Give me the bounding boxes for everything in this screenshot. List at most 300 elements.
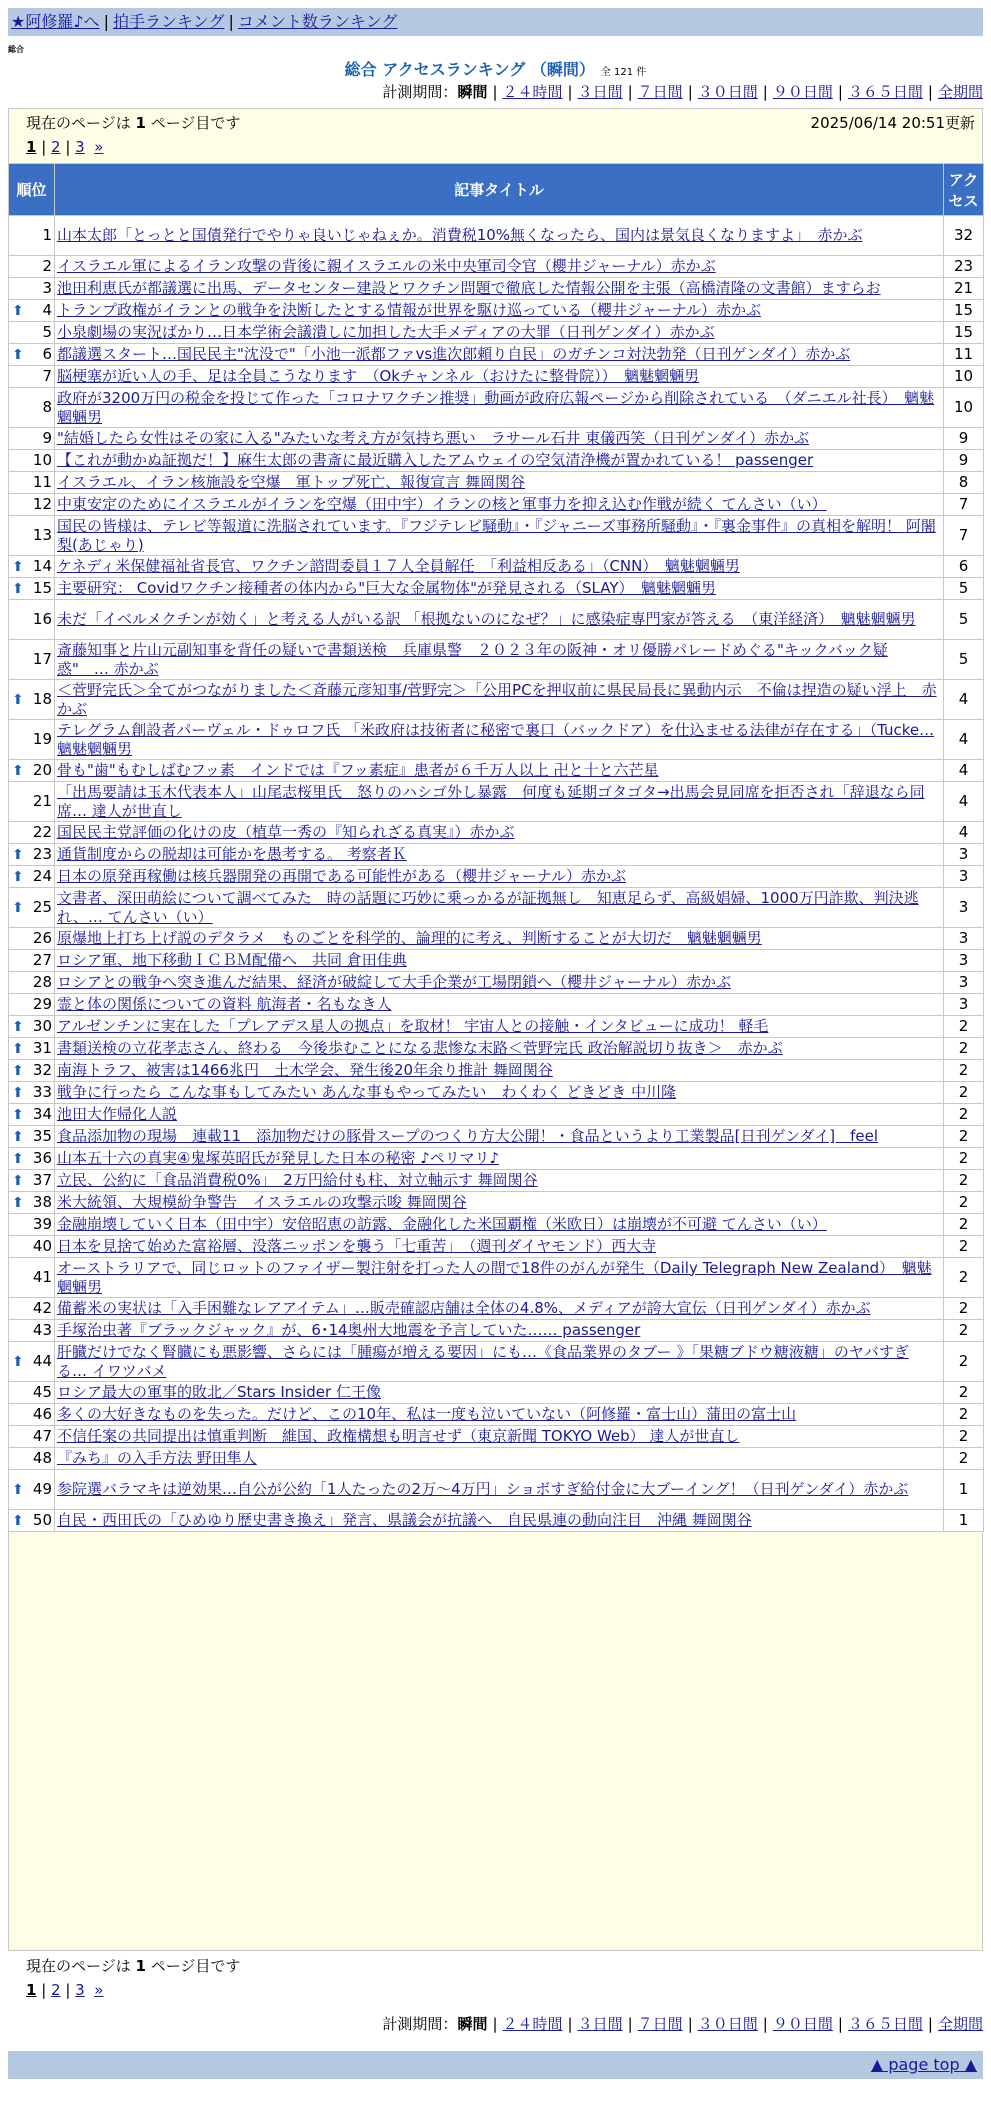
rank-cell	[9, 450, 55, 472]
title-cell	[55, 428, 944, 450]
table-row	[9, 388, 984, 428]
rank-cell	[9, 1016, 55, 1038]
period-7d-link[interactable]: ７日間	[637, 2015, 683, 2033]
rank-cell	[9, 1104, 55, 1126]
rank-number: 49	[32, 1480, 52, 1498]
rank-cell	[9, 1426, 55, 1448]
rank-number: 13	[32, 526, 52, 544]
access-count: 10	[944, 388, 984, 428]
rank-cell	[9, 844, 55, 866]
rank-number: 15	[32, 579, 52, 597]
access-count: 10	[944, 366, 984, 388]
article-title-link[interactable]: ＜菅野完氏＞全てがつながりました＜斉藤元彦知事/菅野完＞「公用PCを押収前に県民局長に異動内示 不倫は捏造の疑い浮上 赤かぶ	[57, 680, 937, 718]
access-count: 15	[944, 322, 984, 344]
article-title-link[interactable]: イスラエル、イラン核施設を空爆 軍トップ死亡、報復宣言 舞岡関谷	[57, 473, 525, 491]
title-cell	[55, 1426, 944, 1448]
title-cell	[55, 994, 944, 1016]
rank-cell	[9, 1448, 55, 1470]
table-row	[9, 866, 984, 888]
up-arrow-icon: ⬆	[12, 1084, 24, 1101]
article-title-link[interactable]: 南海トラフ、被害は1466兆円 土木学会、発生後20年余り推計 舞岡関谷	[57, 1061, 553, 1079]
updated-timestamp: 2025/06/14 20:51更新	[810, 114, 975, 132]
rank-number: 40	[32, 1237, 52, 1255]
article-title-link[interactable]: 主要研究： Covidワクチン接種者の体内から"巨大な金属物体"が発見される（SLAY） 魑魅魍魎男	[57, 579, 717, 597]
rank-number: 28	[32, 973, 52, 991]
table-row	[9, 1510, 984, 1532]
up-arrow-icon: ⬆	[12, 1353, 24, 1370]
up-arrow-icon: ⬆	[12, 1481, 24, 1498]
title-cell	[55, 278, 944, 300]
up-arrow-icon: ⬆	[12, 1150, 24, 1167]
access-count: 2	[944, 1404, 984, 1426]
page-next-link[interactable]: »	[94, 138, 104, 156]
table-row	[9, 1082, 984, 1104]
rank-number: 44	[32, 1352, 52, 1370]
article-title-link[interactable]: ロシア最大の軍事的敗北／Stars Insider 仁王像	[57, 1383, 381, 1401]
rank-cell	[9, 1038, 55, 1060]
access-count: 1	[944, 1470, 984, 1510]
table-row	[9, 1258, 984, 1298]
article-title-link[interactable]: 食品添加物の現場 連載11 添加物だけの豚骨スープのつくり方大公開！・食品というより工業製品[日刊ゲンダイ] feel	[57, 1127, 879, 1145]
rank-cell	[9, 1236, 55, 1258]
rank-number: 4	[42, 301, 52, 319]
article-title-link[interactable]: 『みち』の入手方法 野田隼人	[57, 1449, 257, 1467]
ranking-table	[8, 163, 984, 1532]
access-count: 2	[944, 1426, 984, 1448]
article-title-link[interactable]: 不信任案の共同提出は慎重判断 維国、政権構想も明言せず（東京新聞 TOKYO Web） 達人が世直し	[57, 1427, 740, 1445]
access-count: 4	[944, 760, 984, 782]
table-row	[9, 428, 984, 450]
title-cell	[55, 1038, 944, 1060]
access-count: 2	[944, 1298, 984, 1320]
rank-column-header: 順位	[9, 164, 55, 216]
access-count: 5	[944, 640, 984, 680]
table-row	[9, 556, 984, 578]
table-row	[9, 1126, 984, 1148]
rank-cell	[9, 1148, 55, 1170]
article-title-link[interactable]: 多くの大好きなものを失った。だけど、この10年、私は一度も泣いていない（阿修羅・富士山）蒲田の富士山	[57, 1405, 797, 1423]
page-3-link[interactable]: 3	[75, 138, 85, 156]
title-cell	[55, 578, 944, 600]
access-count: 2	[944, 1016, 984, 1038]
title-cell	[55, 388, 944, 428]
rank-number: 7	[42, 367, 52, 385]
access-count: 2	[944, 1342, 984, 1382]
period-30d-link[interactable]: ３０日間	[697, 83, 758, 101]
article-title-link[interactable]: 中東安定のためにイスラエルがイランを空爆（田中宇）イランの核と軍事力を抑え込む作戦が続く てんさい（い）	[57, 495, 827, 513]
table-row	[9, 822, 984, 844]
access-count: 9	[944, 450, 984, 472]
rank-number: 35	[32, 1127, 52, 1145]
up-arrow-icon: ⬆	[12, 762, 24, 779]
article-title-link[interactable]: 戦争に行ったら こんな事もしてみたい あんな事もやってみたい＿わくわく どきどき 中川隆	[57, 1083, 677, 1101]
period-90d-link[interactable]: ９０日間	[772, 2015, 833, 2033]
title-cell	[55, 1126, 944, 1148]
title-cell	[55, 760, 944, 782]
article-title-link[interactable]: 都議選スタート…国民民主"沈没で"「小池一派都ファvs進次郎頼り自民」のガチンコ対決勃発（日刊ゲンダイ）赤かぶ	[57, 345, 851, 363]
table-row	[9, 928, 984, 950]
article-title-link[interactable]: 【これが動かぬ証拠だ！】麻生太郎の書斎に最近購入したアムウェイの空気清浄機が置かれている！ passenger	[57, 451, 814, 469]
rank-number: 6	[42, 345, 52, 363]
title-cell	[55, 844, 944, 866]
rank-cell	[9, 1126, 55, 1148]
article-title-link[interactable]: 池田利恵氏が都議選に出馬、データセンター建設とワクチン問題で徹底した情報公開を主張（高橋清隆の文書館）ますらお	[57, 279, 881, 297]
rank-cell	[9, 300, 55, 322]
rank-cell	[9, 472, 55, 494]
title-cell	[55, 1448, 944, 1470]
table-row	[9, 344, 984, 366]
article-title-link[interactable]: 備蓄米の実状は「入手困難なレアアイテム」…販売確認店舗は全体の4.8%、メディアが誇大宣伝（日刊ゲンダイ）赤かぶ	[57, 1299, 871, 1317]
period-selector-bottom: 計測期間：瞬間 | ２４時間 | ３日間 | ７日間 | ３０日間 | ９０日間 | ３６５日間 | 全期間	[382, 2015, 983, 2033]
rank-cell	[9, 1170, 55, 1192]
page-2-link[interactable]: 2	[51, 138, 61, 156]
article-title-link[interactable]: イスラエル軍によるイラン攻撃の背後に親イスラエルの米中央軍司令官（櫻井ジャーナル）赤かぶ	[57, 257, 716, 275]
article-title-link[interactable]: アルゼンチンに実在した「プレアデス星人の拠点」を取材！ 宇宙人との接触・インタビューに成功！ 軽毛	[57, 1017, 769, 1035]
title-cell	[55, 494, 944, 516]
period-365d-link[interactable]: ３６５日間	[847, 2015, 923, 2033]
total-count: 全 121 件	[600, 67, 647, 78]
table-row	[9, 578, 984, 600]
article-title-link[interactable]: 政府が3200万円の税金を投じて作った「コロナワクチン推奨」動画が政府広報ページから削除されている （ダニエル社長） 魑魅魍魎男	[57, 388, 935, 426]
rank-number: 8	[42, 398, 52, 416]
title-cell	[55, 1320, 944, 1342]
rank-cell	[9, 928, 55, 950]
table-row	[9, 994, 984, 1016]
table-row	[9, 1342, 984, 1382]
article-title-link[interactable]: 米大統領、大規模紛争警告 イスラエルの攻撃示唆 舞岡関谷	[57, 1193, 467, 1211]
page-top-bar	[8, 2051, 983, 2079]
access-count: 3	[944, 928, 984, 950]
rank-cell	[9, 760, 55, 782]
rank-number: 2	[42, 257, 52, 275]
period-7d-link[interactable]: ７日間	[637, 83, 683, 101]
access-count: 2	[944, 1236, 984, 1258]
table-row	[9, 640, 984, 680]
ranking-title	[0, 60, 991, 83]
table-row	[9, 1016, 984, 1038]
title-cell	[55, 1192, 944, 1214]
rank-number: 21	[32, 792, 52, 810]
article-title-link[interactable]: 自民・西田氏の「ひめゆり歴史書き換え」発言、県議会が抗議へ 自民県連の動向注目 沖縄 舞岡関谷	[57, 1511, 752, 1529]
nav-separator: |	[228, 12, 234, 31]
access-count: 2	[944, 1320, 984, 1342]
period-3d-link[interactable]: ３日間	[577, 2015, 623, 2033]
page-2-link[interactable]: 2	[51, 1981, 61, 1999]
period-90d-link[interactable]: ９０日間	[772, 83, 833, 101]
rank-cell	[9, 1060, 55, 1082]
table-row	[9, 1148, 984, 1170]
rank-cell	[9, 322, 55, 344]
article-title-link[interactable]: 金融崩壊していく日本（田中宇）安倍昭恵の訪露、金融化した米国覇権（米欧日）は崩壊が不可避 てんさい（い）	[57, 1215, 827, 1233]
page-current: 1	[26, 1981, 37, 1999]
article-title-link[interactable]: 斎藤知事と片山元副知事を背任の疑いで書類送検 兵庫県警 ２０２３年の阪神・オリ優勝パレードめぐる"キックバック疑惑" … 赤かぶ	[57, 640, 888, 678]
clap-ranking-link[interactable]: 拍手ランキング	[112, 12, 225, 31]
title-cell	[55, 1258, 944, 1298]
table-row	[9, 1214, 984, 1236]
title-cell	[55, 950, 944, 972]
title-cell	[55, 1104, 944, 1126]
period-all-link[interactable]: 全期間	[937, 83, 983, 101]
access-column-header: アクセス	[944, 164, 984, 216]
table-row	[9, 782, 984, 822]
article-title-link[interactable]: "結婚したら女性はその家に入る"みたいな考え方が気持ち悪い ラサール石井 東儀西笑（日刊ゲンダイ）赤かぶ	[57, 429, 810, 447]
nav-separator: |	[103, 12, 109, 31]
rank-cell	[9, 556, 55, 578]
article-title-link[interactable]: 国民民主党評価の化けの皮（植草一秀の『知られざる真実』）赤かぶ	[57, 823, 515, 841]
comment-ranking-link[interactable]: コメント数ランキング	[237, 12, 398, 31]
access-count: 3	[944, 994, 984, 1016]
asyura-home-link[interactable]: ★阿修羅♪へ	[11, 12, 100, 31]
access-count: 2	[944, 1382, 984, 1404]
period-365d-link[interactable]: ３６５日間	[847, 83, 923, 101]
period-label: 計測期間：	[382, 83, 458, 101]
access-count: 2	[944, 1104, 984, 1126]
title-cell	[55, 1382, 944, 1404]
article-title-link[interactable]: 立民、公約に「食品消費税0%」 2万円給付も柱、対立軸示す 舞岡関谷	[57, 1171, 538, 1189]
access-count: 1	[944, 1510, 984, 1532]
rank-cell	[9, 994, 55, 1016]
rank-cell	[9, 1298, 55, 1320]
article-title-link[interactable]: 池田大作帰化人説	[57, 1105, 178, 1123]
table-row	[9, 680, 984, 720]
title-cell	[55, 300, 944, 322]
title-cell	[55, 516, 944, 556]
title-column-header: 記事タイトル	[55, 164, 944, 216]
rank-cell	[9, 782, 55, 822]
title-cell	[55, 888, 944, 928]
access-count: 11	[944, 344, 984, 366]
access-count: 15	[944, 300, 984, 322]
rank-cell	[9, 366, 55, 388]
rank-cell	[9, 888, 55, 928]
period-24h-link[interactable]: ２４時間	[502, 83, 563, 101]
access-count: 2	[944, 1148, 984, 1170]
rank-cell	[9, 1258, 55, 1298]
rank-cell	[9, 344, 55, 366]
rank-number: 9	[42, 429, 52, 447]
period-current: 瞬間	[457, 83, 488, 101]
article-title-link[interactable]: テレグラム創設者パーヴェル・ドゥロフ氏 「米政府は技術者に秘密で裏口（バックドア）を仕込ませる法律が存在する」（Tucke… 魑魅魍魎男	[57, 720, 935, 758]
rank-number: 14	[32, 557, 52, 575]
rank-number: 38	[32, 1193, 52, 1211]
article-title-link[interactable]: 小泉劇場の実況ばかり…日本学術会議潰しに加担した大手メディアの大罪（日刊ゲンダイ）赤かぶ	[57, 323, 715, 341]
up-arrow-icon: ⬆	[12, 580, 24, 597]
title-cell	[55, 1060, 944, 1082]
title-cell	[55, 344, 944, 366]
title-cell	[55, 720, 944, 760]
access-count: 2	[944, 1448, 984, 1470]
up-arrow-icon: ⬆	[12, 1128, 24, 1145]
table-row	[9, 950, 984, 972]
up-arrow-icon: ⬆	[12, 1194, 24, 1211]
rank-number: 10	[32, 451, 52, 469]
article-title-link[interactable]: 霊と体の関係についての資料 航海者・名もなき人	[57, 995, 392, 1013]
article-title-link[interactable]: 国民の皆様は、テレビ等報道に洗脳されています。『フジテレビ騒動』・『ジャニーズ事務所騒動』・『裏金事件』の真相を解明！ 阿闍梨(あじゃり)	[57, 516, 936, 554]
title-cell	[55, 216, 944, 256]
table-row	[9, 472, 984, 494]
table-row	[9, 1426, 984, 1448]
table-row	[9, 300, 984, 322]
table-row	[9, 888, 984, 928]
title-cell	[55, 1404, 944, 1426]
rank-number: 42	[32, 1299, 52, 1317]
table-row	[9, 1192, 984, 1214]
period-all-link[interactable]: 全期間	[937, 2015, 983, 2033]
title-cell	[55, 1016, 944, 1038]
title-cell	[55, 1170, 944, 1192]
rank-cell	[9, 1214, 55, 1236]
title-cell	[55, 322, 944, 344]
rank-number: 29	[32, 995, 52, 1013]
title-cell	[55, 928, 944, 950]
article-title-link[interactable]: 原爆地上打ち上げ説のデタラメ ものごとを科学的、論理的に考え、判断することが大切だ 魑魅魍魎男	[57, 929, 762, 947]
article-title-link[interactable]: 日本を見捨て始めた富裕層、没落ニッポンを襲う「七重苦」 （週刊ダイヤモンド）西大寺	[57, 1237, 657, 1255]
table-row	[9, 322, 984, 344]
article-title-link[interactable]: 手塚治虫著『ブラックジャック』が、6･14奥州大地震を予言していた…… passenger	[57, 1321, 641, 1339]
table-row	[9, 216, 984, 256]
title-cell	[55, 640, 944, 680]
table-row	[9, 1470, 984, 1510]
page-top-link[interactable]: ▲ page top ▲	[870, 2055, 977, 2074]
rank-cell	[9, 1320, 55, 1342]
rank-number: 47	[32, 1427, 52, 1445]
rank-cell	[9, 578, 55, 600]
rank-cell	[9, 428, 55, 450]
rank-cell	[9, 720, 55, 760]
article-title-link[interactable]: 通貨制度からの脱却は可能かを愚考する。 考察者Ｋ	[57, 845, 407, 863]
table-row	[9, 1038, 984, 1060]
access-count: 4	[944, 680, 984, 720]
rank-number: 18	[32, 690, 52, 708]
title-cell	[55, 822, 944, 844]
rank-number: 17	[32, 650, 52, 668]
article-title-link[interactable]: 書類送検の立花孝志さん、終わる 今後歩むことになる悲惨な末路＜菅野完氏 政治解説切り抜き＞ 赤かぶ	[57, 1039, 783, 1057]
table-row	[9, 1298, 984, 1320]
table-row	[9, 1382, 984, 1404]
table-row	[9, 972, 984, 994]
article-title-link[interactable]: 未だ「イベルメクチンが効く」と考える人がいる訳 「根拠ないのになぜ？」に感染症専門家が答える （東洋経済） 魑魅魍魎男	[57, 610, 916, 628]
page-next-link[interactable]: »	[94, 1981, 104, 1999]
article-title-link[interactable]: オーストラリアで、同じロットのファイザー製注射を打った人の間で18件のがんが発生（Daily Telegraph New Zealand） 魑魅魍魎男	[57, 1258, 932, 1296]
rank-cell	[9, 972, 55, 994]
section-label: 総合	[8, 45, 24, 54]
table-row	[9, 1170, 984, 1192]
rank-number: 33	[32, 1083, 52, 1101]
title-cell	[55, 1214, 944, 1236]
article-title-link[interactable]: 肝臓だけでなく腎臓にも悪影響、さらには「腫瘍が増える要因」にも…《食品業界のタブー 》「果糖ブドウ糖液糖」のヤバすぎる… イワツバメ	[57, 1342, 909, 1380]
rank-number: 3	[42, 279, 52, 297]
table-row	[9, 1236, 984, 1258]
rank-number: 23	[32, 845, 52, 863]
rank-number: 50	[32, 1511, 52, 1529]
access-count: 3	[944, 866, 984, 888]
article-title-link[interactable]: 山本太郎「とっとと国債発行でやりゃ良いじゃねぇか。消費税10%無くなったら、国内は景気良くなりますよ」 赤かぶ	[57, 226, 863, 244]
article-title-link[interactable]: 文書者、深田萌絵について調べてみた 時の話題に巧妙に乗っかるが証拠無し 知恵足らず、高級娼婦、1000万円詐欺、判決逃れ、… てんさい（い）	[57, 888, 919, 926]
access-count: 2	[944, 1038, 984, 1060]
title-cell	[55, 1342, 944, 1382]
article-title-link[interactable]: 参院選バラマキは逆効果…自公が公約「1人たったの2万〜4万円」ショボすぎ給付金に大ブーイング！（日刊ゲンダイ）赤かぶ	[57, 1480, 909, 1498]
access-count: 3	[944, 972, 984, 994]
access-count: 21	[944, 278, 984, 300]
table-row	[9, 720, 984, 760]
access-count: 7	[944, 516, 984, 556]
rank-number: 41	[32, 1268, 52, 1286]
title-cell	[55, 472, 944, 494]
title-cell	[55, 600, 944, 640]
rank-number: 20	[32, 761, 52, 779]
title-cell	[55, 972, 944, 994]
table-row	[9, 278, 984, 300]
article-title-link[interactable]: 日本の原発再稼働は核兵器開発の再開である可能性がある（櫻井ジャーナル）赤かぶ	[57, 867, 626, 885]
period-30d-link[interactable]: ３０日間	[697, 2015, 758, 2033]
title-cell	[55, 1236, 944, 1258]
up-arrow-icon: ⬆	[12, 899, 24, 916]
up-arrow-icon: ⬆	[12, 1040, 24, 1057]
rank-number: 48	[32, 1449, 52, 1467]
rank-number: 22	[32, 823, 52, 841]
title-cell	[55, 680, 944, 720]
rank-number: 11	[32, 473, 52, 491]
access-count: 4	[944, 782, 984, 822]
article-title-link[interactable]: ロシアとの戦争へ突き進んだ結果、経済が破綻して大手企業が工場閉鎖へ（櫻井ジャーナル）赤かぶ	[57, 973, 731, 991]
title-cell	[55, 256, 944, 278]
access-count: 3	[944, 950, 984, 972]
table-row	[9, 600, 984, 640]
article-title-link[interactable]: 骨も"歯"もむしばむフッ素 インドでは『フッ素症』患者が６千万人以上 卍と十と六芒星	[57, 761, 659, 779]
table-row	[9, 366, 984, 388]
rank-cell	[9, 950, 55, 972]
rank-cell	[9, 600, 55, 640]
ranking-title-text: 総合 アクセスランキング （瞬間）	[344, 60, 595, 79]
rank-number: 12	[32, 495, 52, 513]
up-arrow-icon: ⬆	[12, 691, 24, 708]
table-row	[9, 450, 984, 472]
rank-number: 31	[32, 1039, 52, 1057]
access-count: 32	[944, 216, 984, 256]
rank-cell	[9, 494, 55, 516]
article-title-link[interactable]: 山本五十六の真実④鬼塚英昭氏が発見した日本の秘密 ♪ペリマリ♪	[57, 1149, 500, 1167]
rank-number: 32	[32, 1061, 52, 1079]
pagination-top: 1 | 2 | 3 »	[26, 138, 104, 156]
article-title-link[interactable]: 「出馬要請は玉木代表本人」山尾志桜里氏 怒りのハシゴ外し暴露 何度も延期ゴタゴタ→出馬会見同席を拒否され「辞退なら同席… 達人が世直し	[57, 782, 925, 820]
article-title-link[interactable]: ケネディ米保健福祉省長官、ワクチン諮問委員１７人全員解任 「利益相反ある」（CNN） 魑魅魍魎男	[57, 557, 740, 575]
up-arrow-icon: ⬆	[12, 558, 24, 575]
rank-cell	[9, 822, 55, 844]
period-24h-link[interactable]: ２４時間	[502, 2015, 563, 2033]
access-count: 9	[944, 428, 984, 450]
access-count: 2	[944, 1192, 984, 1214]
rank-cell	[9, 1510, 55, 1532]
period-3d-link[interactable]: ３日間	[577, 83, 623, 101]
article-title-link[interactable]: 脳梗塞が近い人の手、足は全員こうなります （Okチャンネル（おけたに整骨院）） 魑魅魍魎男	[57, 367, 700, 385]
table-row	[9, 516, 984, 556]
rank-number: 16	[32, 610, 52, 628]
up-arrow-icon: ⬆	[12, 1106, 24, 1123]
rank-number: 36	[32, 1149, 52, 1167]
title-cell	[55, 1470, 944, 1510]
title-cell	[55, 1148, 944, 1170]
title-cell	[55, 556, 944, 578]
title-cell	[55, 1510, 944, 1532]
rank-cell	[9, 640, 55, 680]
access-count: 23	[944, 256, 984, 278]
access-count: 3	[944, 888, 984, 928]
rank-number: 43	[32, 1321, 52, 1339]
article-title-link[interactable]: トランプ政権がイランとの戦争を決断したとする情報が世界を駆け巡っている（櫻井ジャーナル）赤かぶ	[57, 301, 761, 319]
table-row	[9, 1060, 984, 1082]
page-3-link[interactable]: 3	[75, 1981, 85, 1999]
article-title-link[interactable]: ロシア軍、地下移動ＩＣＢＭ配備へ 共同 倉田佳典	[57, 951, 407, 969]
